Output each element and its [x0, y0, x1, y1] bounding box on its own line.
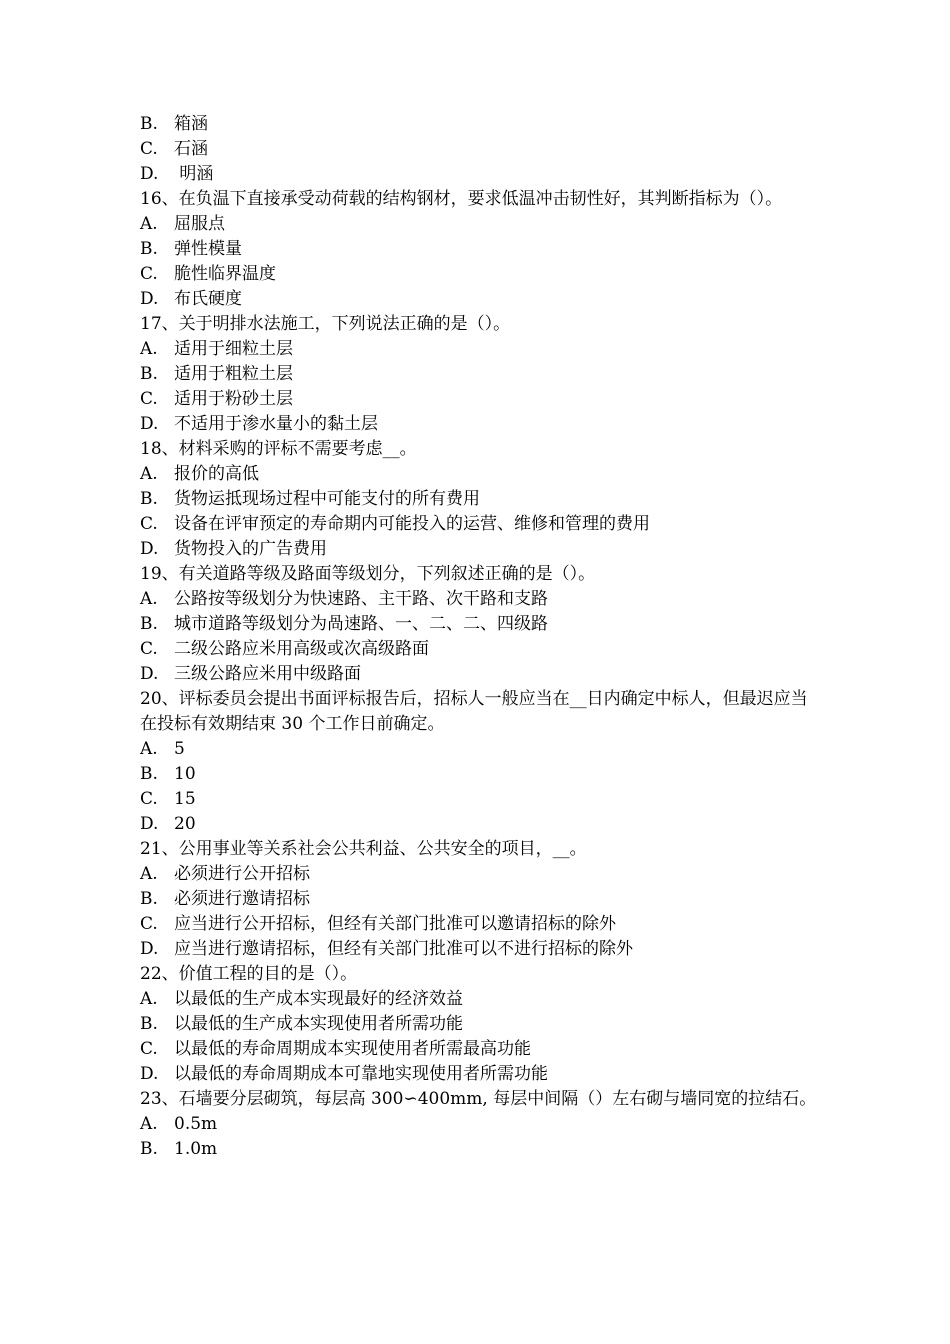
option-letter: D. — [140, 939, 159, 959]
answer-option — [140, 512, 820, 537]
answer-option — [140, 737, 820, 762]
answer-option — [140, 212, 820, 237]
question-text: 18、材料采购的评标不需要考虑__。 — [140, 439, 417, 459]
answer-option — [140, 862, 820, 887]
option-text: 三级公路应米用中级路面 — [174, 664, 361, 684]
answer-option — [140, 912, 820, 937]
option-letter: D. — [140, 814, 159, 834]
option-letter: B. — [140, 614, 158, 634]
option-letter: C. — [140, 139, 158, 159]
option-text: 必须进行邀请招标 — [174, 889, 310, 909]
option-letter: A. — [140, 1114, 158, 1134]
question-text: 19、有关道路等级及路面等级划分，下列叙述正确的是（）。 — [140, 564, 596, 584]
answer-option — [140, 787, 820, 812]
option-letter: D. — [140, 164, 159, 184]
question-text: 22、价值工程的目的是（）。 — [140, 964, 358, 984]
option-text: 设备在评审预定的寿命期内可能投入的运营、维修和管理的费用 — [174, 514, 650, 534]
question-text: 20、评标委员会提出书面评标报告后，招标人一般应当在__日内确定中标人，但最迟应当在投标有效期结束 30 个工作日前确定。 — [140, 689, 808, 734]
option-letter: C. — [140, 789, 158, 809]
option-text: 应当进行邀请招标，但经有关部门批准可以不进行招标的除外 — [174, 939, 633, 959]
option-text: 二级公路应米用高级或次高级路面 — [174, 639, 429, 659]
option-text: 明涵 — [174, 164, 214, 184]
option-letter: C. — [140, 514, 158, 534]
answer-option — [140, 537, 820, 562]
answer-option — [140, 1137, 820, 1162]
option-letter: D. — [140, 289, 159, 309]
answer-option — [140, 362, 820, 387]
answer-option — [140, 462, 820, 487]
answer-option — [140, 412, 820, 437]
option-letter: C. — [140, 914, 158, 934]
option-letter: C. — [140, 264, 158, 284]
answer-option — [140, 637, 820, 662]
answer-option — [140, 937, 820, 962]
option-text: 屈服点 — [174, 214, 225, 234]
option-letter: B. — [140, 1014, 158, 1034]
option-text: 布氏硬度 — [174, 289, 242, 309]
answer-option — [140, 587, 820, 612]
answer-option — [140, 487, 820, 512]
option-letter: C. — [140, 639, 158, 659]
answer-option — [140, 112, 820, 137]
answer-option — [140, 812, 820, 837]
option-text: 应当进行公开招标，但经有关部门批准可以邀请招标的除外 — [174, 914, 616, 934]
option-text: 以最低的生产成本实现使用者所需功能 — [174, 1014, 463, 1034]
option-letter: B. — [140, 489, 158, 509]
answer-option — [140, 387, 820, 412]
option-letter: A. — [140, 989, 158, 1009]
option-text: 适用于粉砂土层 — [174, 389, 293, 409]
option-text: 以最低的寿命周期成本实现使用者所需最高功能 — [174, 1039, 531, 1059]
answer-option — [140, 1037, 820, 1062]
option-letter: A. — [140, 214, 158, 234]
option-text: 报价的高低 — [174, 464, 259, 484]
option-letter: D. — [140, 1064, 159, 1084]
question-text: 17、关于明排水法施工，下列说法正确的是（）。 — [140, 314, 511, 334]
answer-option — [140, 887, 820, 912]
option-text: 以最低的寿命周期成本可靠地实现使用者所需功能 — [174, 1064, 548, 1084]
answer-option — [140, 262, 820, 287]
option-text: 公路按等级划分为快速路、主干路、次干路和支路 — [174, 589, 548, 609]
answer-option — [140, 137, 820, 162]
option-text: 10 — [174, 764, 196, 784]
option-text: 20 — [174, 814, 196, 834]
question-text: 16、在负温下直接承受动荷载的结构钢材，要求低温冲击韧性好，其判断指标为（）。 — [140, 189, 783, 209]
option-letter: B. — [140, 764, 158, 784]
option-letter: C. — [140, 389, 158, 409]
option-text: 必须进行公开招标 — [174, 864, 310, 884]
answer-option — [140, 1062, 820, 1087]
answer-option — [140, 987, 820, 1012]
option-text: 石涵 — [174, 139, 208, 159]
answer-option — [140, 1112, 820, 1137]
option-letter: C. — [140, 1039, 158, 1059]
option-text: 城市道路等级划分为咼速路、一、二、二、四级路 — [174, 614, 548, 634]
answer-option — [140, 762, 820, 787]
option-letter: D. — [140, 414, 159, 434]
option-text: 5 — [174, 739, 185, 759]
option-text: 箱涵 — [174, 114, 208, 134]
option-letter: A. — [140, 589, 158, 609]
option-text: 脆性临界温度 — [174, 264, 276, 284]
option-text: 以最低的生产成本实现最好的经济效益 — [174, 989, 463, 1009]
option-text: 弹性模量 — [174, 239, 242, 259]
answer-option — [140, 1012, 820, 1037]
option-letter: A. — [140, 739, 158, 759]
option-letter: B. — [140, 364, 158, 384]
option-text: 适用于粗粒土层 — [174, 364, 293, 384]
answer-option — [140, 287, 820, 312]
option-letter: B. — [140, 889, 158, 909]
option-text: 0.5m — [174, 1114, 218, 1134]
option-text: 适用于细粒土层 — [174, 339, 293, 359]
question-text: 21、公用事业等关系社会公共利益、公共安全的项目，__。 — [140, 839, 587, 859]
option-text: 不适用于渗水量小的黏土层 — [174, 414, 378, 434]
option-letter: D. — [140, 664, 159, 684]
document-page — [140, 112, 820, 1162]
answer-option — [140, 337, 820, 362]
option-letter: B. — [140, 114, 158, 134]
option-letter: B. — [140, 1139, 158, 1159]
option-letter: A. — [140, 339, 158, 359]
option-letter: B. — [140, 239, 158, 259]
option-letter: A. — [140, 464, 158, 484]
question-text: 23、石墙要分层砌筑，每层高 300∽400mm, 每层中间隔（）左右砌与墙同宽的拉结石。 — [140, 1089, 817, 1109]
answer-option — [140, 162, 820, 187]
option-letter: D. — [140, 539, 159, 559]
option-letter: A. — [140, 864, 158, 884]
answer-option — [140, 612, 820, 637]
answer-option — [140, 237, 820, 262]
answer-option — [140, 662, 820, 687]
option-text: 货物运抵现场过程中可能支付的所有费用 — [174, 489, 480, 509]
option-text: 15 — [174, 789, 196, 809]
option-text: 1.0m — [174, 1139, 218, 1159]
option-text: 货物投入的广告费用 — [174, 539, 327, 559]
